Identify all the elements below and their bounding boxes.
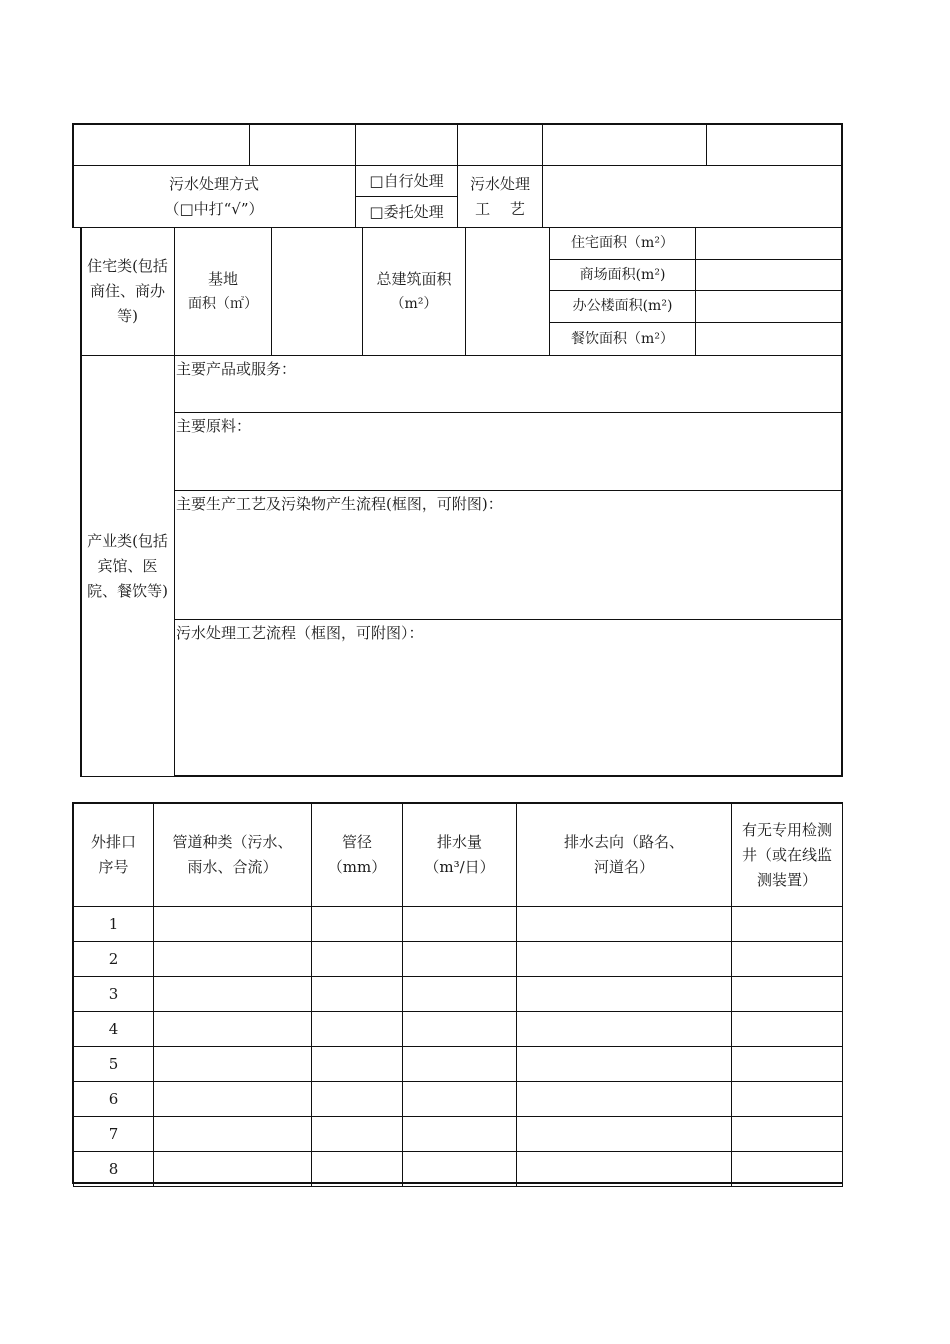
process-label-line1: 污水处理 (469, 174, 530, 193)
seq-cell: 5 (73, 1046, 154, 1082)
option-entrust-label: □委托处理 (369, 202, 444, 221)
pipe-type-cell[interactable] (153, 906, 312, 942)
diameter-cell[interactable] (311, 1116, 403, 1152)
monitor-well-cell[interactable] (731, 941, 843, 977)
seq-cell: 1 (73, 906, 154, 942)
blank-cell-4[interactable] (457, 124, 543, 166)
option-entrust-checkbox[interactable] (355, 196, 458, 228)
pipe-type-cell[interactable] (153, 941, 312, 977)
sewage-method-label: 污水处理方式 (168, 174, 259, 193)
volume-cell[interactable] (402, 1011, 517, 1047)
blank-cell-6[interactable] (706, 124, 843, 166)
section1-left-border-upper (72, 123, 74, 228)
section1-top-border (72, 123, 843, 125)
pipe-type-cell[interactable] (153, 1116, 312, 1152)
blank-cell-1[interactable] (72, 124, 250, 166)
seq-cell: 4 (73, 1011, 154, 1047)
total-area-label-cell (362, 227, 466, 356)
dining-area-value[interactable] (695, 322, 843, 356)
total-area-label-line2: （m²） (390, 295, 438, 312)
office-area-value[interactable] (695, 290, 843, 323)
main-materials-field[interactable] (174, 412, 843, 491)
monitor-well-cell[interactable] (731, 906, 843, 942)
destination-cell[interactable] (516, 1081, 732, 1117)
pipe-type-cell[interactable] (153, 1081, 312, 1117)
diameter-cell[interactable] (311, 1081, 403, 1117)
seq-cell: 2 (73, 941, 154, 977)
process-value-cell[interactable] (542, 165, 843, 228)
mall-area-text: 商场面积(m²) (579, 266, 666, 283)
volume-cell[interactable] (402, 1116, 517, 1152)
destination-cell[interactable] (516, 906, 732, 942)
base-area-label-line1: 基地 (207, 269, 238, 288)
diameter-cell[interactable] (311, 1011, 403, 1047)
treatment-process-label: 污水处理工艺流程（框图，可附图）： (176, 624, 424, 642)
volume-cell[interactable] (402, 976, 517, 1012)
residential-area-label (549, 227, 696, 260)
destination-cell[interactable] (516, 1046, 732, 1082)
header-destination (516, 803, 732, 907)
seq-cell: 7 (73, 1116, 154, 1152)
main-materials-label: 主要原料： (176, 417, 252, 435)
destination-cell[interactable] (516, 941, 732, 977)
blank-cell-2[interactable] (249, 124, 356, 166)
header-monitor-well-text: 有无专用检测井（或在线监测装置） (742, 820, 833, 889)
office-area-text: 办公楼面积(m²) (572, 298, 673, 314)
residential-label-cell (80, 227, 175, 356)
diameter-cell[interactable] (311, 976, 403, 1012)
destination-cell[interactable] (516, 1011, 732, 1047)
volume-cell[interactable] (402, 906, 517, 942)
residential-area-value[interactable] (695, 227, 843, 260)
header-monitor-well (731, 803, 843, 907)
section1-left-border-lower (80, 227, 82, 776)
seq-cell: 6 (73, 1081, 154, 1117)
dining-area-text: 餐饮面积（m²） (571, 330, 674, 347)
monitor-well-cell[interactable] (731, 1011, 843, 1047)
destination-cell[interactable] (516, 976, 732, 1012)
monitor-well-cell[interactable] (731, 1081, 843, 1117)
diameter-cell[interactable] (311, 906, 403, 942)
production-process-field[interactable] (174, 490, 843, 620)
main-products-field[interactable] (174, 355, 843, 413)
blank-cell-3[interactable] (355, 124, 458, 166)
header-pipe-type-text: 管道种类（污水、雨水、合流） (172, 833, 293, 876)
main-products-label: 主要产品或服务： (176, 360, 297, 378)
process-label-line2: 工 艺 (475, 199, 525, 218)
diameter-cell[interactable] (311, 1046, 403, 1082)
destination-cell[interactable] (516, 1116, 732, 1152)
option-self-label: □自行处理 (369, 171, 444, 190)
monitor-well-cell[interactable] (731, 1116, 843, 1152)
monitor-well-cell[interactable] (731, 976, 843, 1012)
office-area-label (549, 290, 696, 323)
volume-cell[interactable] (402, 1046, 517, 1082)
total-area-label-line1: 总建筑面积 (376, 269, 452, 288)
mall-area-label (549, 259, 696, 291)
seq-cell: 3 (73, 976, 154, 1012)
header-destination-text: 排水去向（路名、河道名） (563, 833, 684, 876)
process-label-cell (457, 165, 543, 228)
pipe-type-cell[interactable] (153, 1011, 312, 1047)
pipe-type-cell[interactable] (153, 1046, 312, 1082)
residential-label: 住宅类(包括商住、商办等) (87, 257, 168, 325)
header-volume (402, 803, 517, 907)
blank-cell-5[interactable] (542, 124, 707, 166)
sewage-method-label-cell (72, 165, 356, 228)
base-area-label-cell (174, 227, 272, 356)
production-process-label: 主要生产工艺及污染物产生流程(框图，可附图)： (176, 495, 503, 513)
monitor-well-cell[interactable] (731, 1046, 843, 1082)
residential-area-text: 住宅面积（m²） (571, 235, 674, 251)
pipe-type-cell[interactable] (153, 976, 312, 1012)
volume-cell[interactable] (402, 1081, 517, 1117)
header-volume-text: 排水量（m³/日） (424, 833, 495, 876)
outlet-table-bottom-border (72, 1182, 843, 1184)
header-pipe-type (153, 803, 312, 907)
header-seq (73, 803, 154, 907)
treatment-process-field[interactable] (174, 619, 843, 777)
volume-cell[interactable] (402, 941, 517, 977)
total-area-value-cell[interactable] (465, 227, 550, 356)
section1-right-border (841, 123, 843, 777)
mall-area-value[interactable] (695, 259, 843, 291)
option-self-checkbox[interactable] (355, 165, 458, 197)
sewage-method-hint: （□中打“√”） (164, 199, 264, 218)
industry-label-cell (80, 355, 175, 777)
base-area-value-cell[interactable] (271, 227, 363, 356)
header-seq-text: 外排口序号 (90, 833, 136, 876)
base-area-label-line2: 面积（㎡） (188, 295, 258, 312)
header-diameter (311, 803, 403, 907)
dining-area-label (549, 322, 696, 356)
seq-cell: 8 (73, 1151, 154, 1187)
header-diameter-text: 管径（mm） (327, 833, 387, 876)
industry-label: 产业类(包括宾馆、医院、餐饮等) (87, 531, 168, 600)
diameter-cell[interactable] (311, 941, 403, 977)
